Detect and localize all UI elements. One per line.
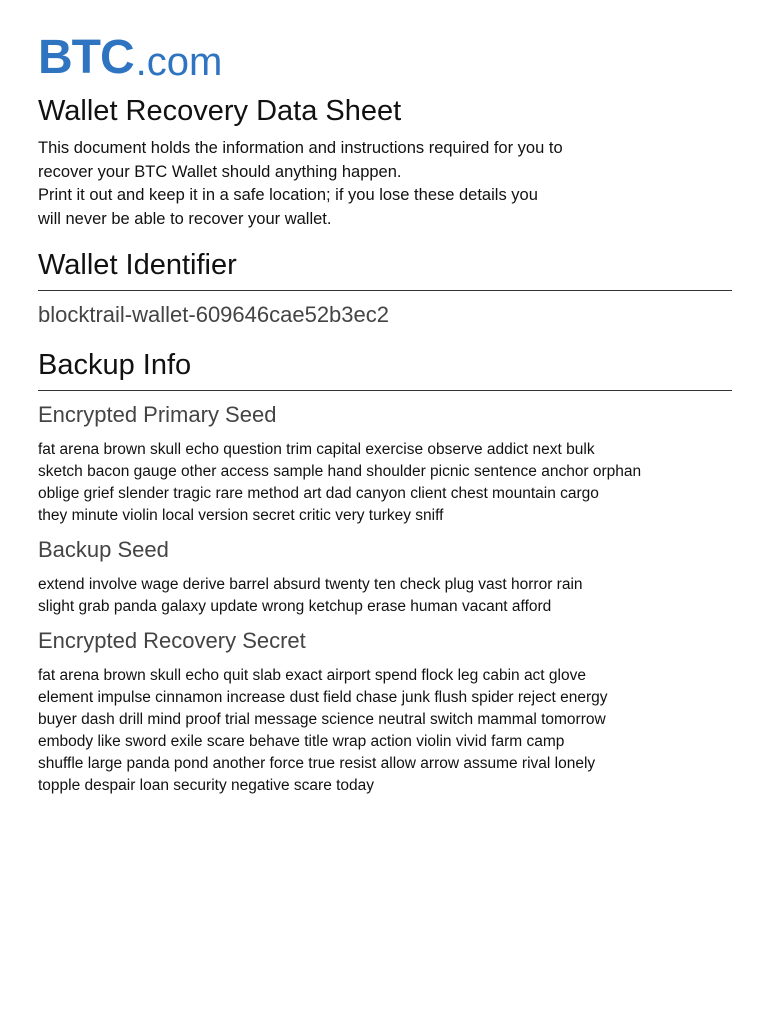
seed-line: topple despair loan security negative scare today [38, 777, 375, 794]
btc-logo [38, 31, 732, 84]
encrypted-recovery-secret-heading: Encrypted Recovery Secret [38, 628, 306, 653]
seed-line: buyer dash drill mind proof trial message science neutral switch mammal tomorrow [38, 711, 606, 728]
wallet-identifier-heading: Wallet Identifier [38, 248, 732, 291]
seed-line: oblige grief slender tragic rare method art dad canyon client chest mountain cargo [38, 485, 599, 502]
seed-line: sketch bacon gauge other access sample hand shoulder picnic sentence anchor orphan [38, 463, 642, 480]
logo-domain-suffix: .com [135, 40, 223, 84]
encrypted-primary-seed-heading: Encrypted Primary Seed [38, 402, 277, 427]
wallet-identifier-value: blocktrail-wallet-609646cae52b3ec2 [38, 302, 390, 327]
intro-text [38, 137, 732, 231]
document-title: Wallet Recovery Data Sheet [38, 95, 402, 127]
seed-line: fat arena brown skull echo question trim capital exercise observe addict next bulk [38, 441, 595, 458]
intro-line: recover your BTC Wallet should anything happen. [38, 162, 402, 181]
backup-seed-words [38, 574, 732, 618]
intro-line: will never be able to recover your wallet. [38, 209, 332, 228]
recovery-sheet [38, 31, 732, 797]
seed-line: element impulse cinnamon increase dust field chase junk flush spider reject energy [38, 689, 608, 706]
intro-line: This document holds the information and instructions required for you to [38, 139, 563, 157]
backup-info-heading: Backup Info [38, 348, 732, 391]
encrypted-recovery-secret-words [38, 665, 732, 797]
seed-line: embody like sword exile scare behave title wrap action violin vivid farm camp [38, 733, 565, 750]
backup-info-section [38, 348, 732, 797]
wallet-identifier-section [38, 248, 732, 329]
seed-line: extend involve wage derive barrel absurd twenty ten check plug vast horror rain [38, 576, 583, 593]
seed-line: fat arena brown skull echo quit slab exact airport spend flock leg cabin act glove [38, 667, 586, 684]
encrypted-primary-seed-words [38, 439, 732, 527]
logo-wordmark: BTC [38, 31, 134, 84]
seed-line: they minute violin local version secret critic very turkey sniff [38, 507, 444, 524]
intro-line: Print it out and keep it in a safe location; if you lose these details you [38, 186, 538, 204]
seed-line: shuffle large panda pond another force true resist allow arrow assume rival lonely [38, 755, 596, 772]
backup-seed-heading: Backup Seed [38, 537, 169, 562]
seed-line: slight grab panda galaxy update wrong ketchup erase human vacant afford [38, 598, 552, 615]
